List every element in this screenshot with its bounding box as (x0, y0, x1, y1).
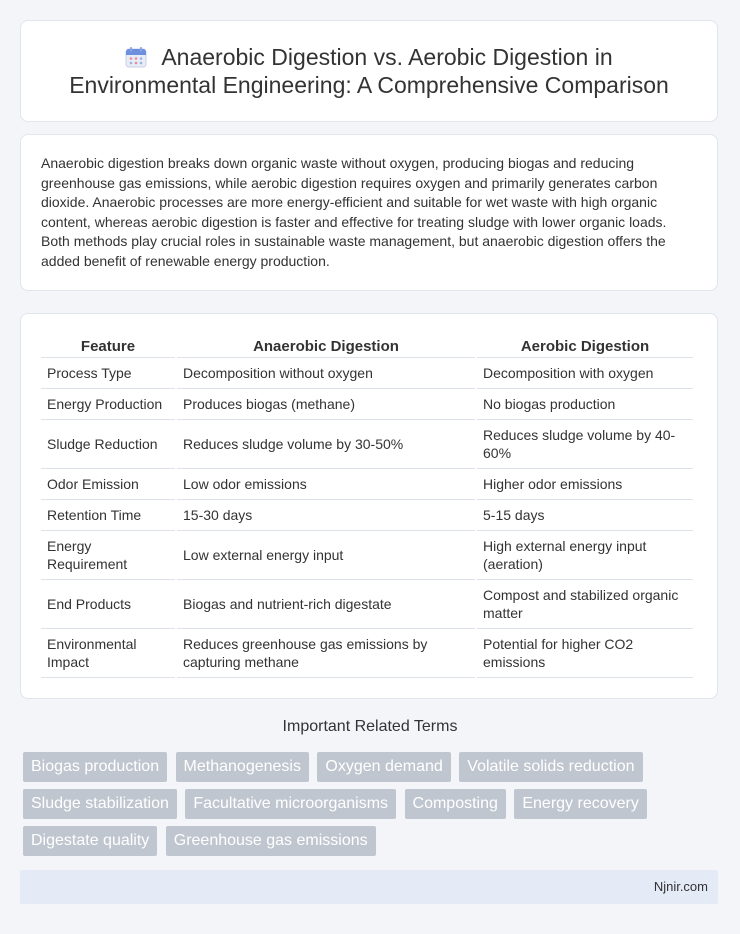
tag-methanogenesis[interactable]: Methanogenesis (176, 752, 309, 782)
anaerobic-cell: Low odor emissions (177, 469, 475, 500)
page-title (69, 43, 669, 99)
footer-site-link[interactable]: Njnir.com (653, 879, 708, 894)
aerobic-cell: Higher odor emissions (477, 469, 693, 500)
tag-sludge-stabilization[interactable]: Sludge stabilization (23, 789, 177, 819)
feature-cell: Odor Emission (41, 469, 175, 500)
header-anaerobic: Anaerobic Digestion (177, 334, 475, 358)
anaerobic-cell: Low external energy input (177, 531, 475, 580)
feature-cell: Retention Time (41, 500, 175, 531)
tag-biogas-production[interactable]: Biogas production (23, 752, 167, 782)
anaerobic-cell: Reduces sludge volume by 30-50% (177, 420, 475, 469)
anaerobic-cell: Biogas and nutrient-rich digestate (177, 580, 475, 629)
tag-facultative-microorganisms[interactable]: Facultative microorganisms (185, 789, 396, 819)
tag-volatile-solids-reduction[interactable]: Volatile solids reduction (459, 752, 642, 782)
calendar-icon (125, 46, 147, 68)
table-row (41, 389, 693, 420)
anaerobic-cell: Decomposition without oxygen (177, 358, 475, 389)
tag-energy-recovery[interactable]: Energy recovery (514, 789, 647, 819)
aerobic-cell: 5-15 days (477, 500, 693, 531)
related-terms-title: Important Related Terms (282, 718, 458, 735)
table-row (41, 500, 693, 531)
feature-cell: Energy Production (41, 389, 175, 420)
title-line-1: Anaerobic Digestion vs. Aerobic Digestion in (161, 44, 613, 70)
table-row (41, 358, 693, 389)
title-line-2: Environmental Engineering: A Comprehensive Comparison (69, 72, 669, 98)
intro-card (20, 134, 718, 291)
header-aerobic: Aerobic Digestion (477, 334, 693, 358)
aerobic-cell: Reduces sludge volume by 40-60% (477, 420, 693, 469)
feature-cell: End Products (41, 580, 175, 629)
tag-greenhouse-gas-emissions[interactable]: Greenhouse gas emissions (166, 826, 376, 856)
intro-text: Anaerobic digestion breaks down organic waste without oxygen, producing biogas and reducing greenhouse gas emissions, while aerobic digestion requires oxygen and primarily generates carbon dioxide. Anaerobic processes are more energy-efficient and suitable for wet waste with high organic content, whereas aerobic digestion is faster and effective for treating sludge with lower organic loads. Both methods play crucial roles in sustainable waste management, but anaerobic digestion offers the added benefit of renewable energy production. (41, 155, 667, 269)
table-row (41, 580, 693, 629)
feature-cell: Sludge Reduction (41, 420, 175, 469)
anaerobic-cell: Reduces greenhouse gas emissions by capturing methane (177, 629, 475, 678)
aerobic-cell: Decomposition with oxygen (477, 358, 693, 389)
comparison-table (39, 334, 695, 678)
aerobic-cell: No biogas production (477, 389, 693, 420)
table-row (41, 469, 693, 500)
aerobic-cell: Potential for higher CO2 emissions (477, 629, 693, 678)
feature-cell: Environmental Impact (41, 629, 175, 678)
tag-composting[interactable]: Composting (405, 789, 506, 819)
feature-cell: Process Type (41, 358, 175, 389)
comparison-card (20, 313, 718, 699)
tag-digestate-quality[interactable]: Digestate quality (23, 826, 157, 856)
anaerobic-cell: Produces biogas (methane) (177, 389, 475, 420)
table-row (41, 531, 693, 580)
table-header-row (41, 334, 693, 358)
aerobic-cell: High external energy input (aeration) (477, 531, 693, 580)
feature-cell: Energy Requirement (41, 531, 175, 580)
table-row (41, 420, 693, 469)
title-card (20, 20, 718, 122)
footer (20, 870, 718, 904)
anaerobic-cell: 15-30 days (177, 500, 475, 531)
related-terms-list (23, 752, 723, 863)
table-row (41, 629, 693, 678)
tag-oxygen-demand[interactable]: Oxygen demand (317, 752, 450, 782)
aerobic-cell: Compost and stabilized organic matter (477, 580, 693, 629)
header-feature: Feature (41, 334, 175, 358)
